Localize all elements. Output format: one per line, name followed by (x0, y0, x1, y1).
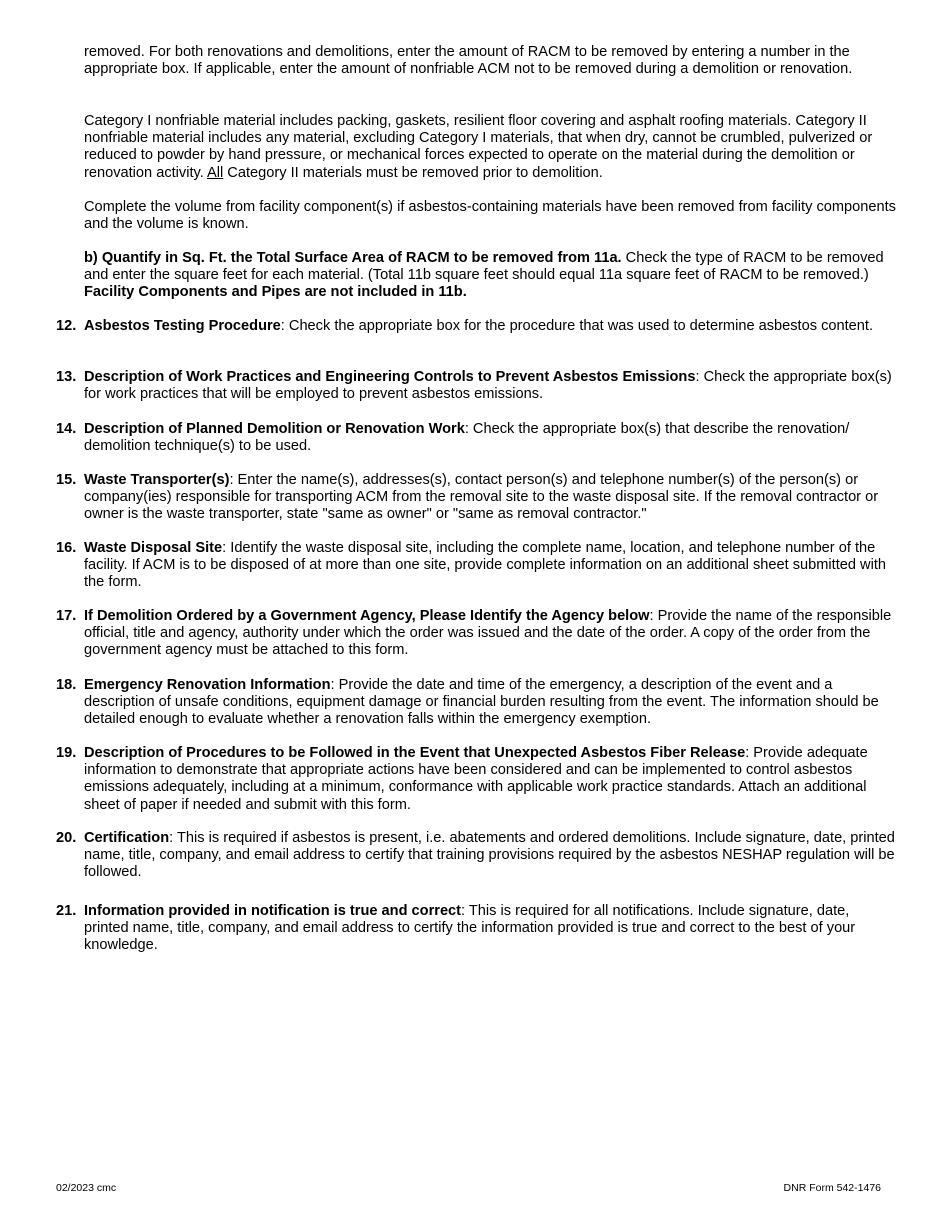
instruction-item-18 (56, 677, 896, 729)
item-number: 12. (56, 318, 77, 334)
instruction-item-16 (56, 540, 896, 592)
item-text: : Provide adequate information to demonstrate that appropriate actions have been considered and can be implemented to control asbestos emissions adequately, including at a minimum, conformance with applicable work practice standards. Attach an additional sheet of paper if needed and submit with this form. (84, 745, 868, 813)
instruction-item-15 (56, 472, 896, 524)
item-title: Waste Disposal Site (84, 540, 223, 556)
item-text: : Check the appropriate box(s) that describe the renovation/ demolition technique(s) to be used. (84, 421, 850, 455)
intro-paragraph-4-heading: b) Quantify in Sq. Ft. the Total Surface Area of RACM to be removed from 11a. (84, 250, 622, 266)
item-number: 19. (56, 745, 77, 761)
item-number: 17. (56, 608, 77, 624)
item-text: : This is required for all notifications. Include signature, date, printed name, title, company, and email address to certify the information provided is true and correct to the best of your knowledge. (84, 903, 856, 954)
item-text: : Provide the date and time of the emergency, a description of the event and a description of unsafe conditions, equipment damage or financial burden resulting from the event. The information should be detailed enough to evaluate whether a renovation falls within the emergency exemption. (84, 677, 879, 728)
instruction-item-20 (56, 830, 896, 882)
item-text: : Provide the name of the responsible official, title and agency, authority under which the order was issued and the date of the order. A copy of the order from the government agency must be attached to this form. (84, 608, 892, 659)
item-title: Asbestos Testing Procedure (84, 318, 281, 334)
instruction-item-19 (56, 745, 896, 814)
footer-form-number: DNR Form 542-1476 (783, 1182, 881, 1194)
item-number: 13. (56, 369, 77, 385)
intro-paragraph-2-underlined: All (207, 164, 224, 181)
item-number: 18. (56, 677, 77, 693)
item-title: Information provided in notification is true and correct (84, 903, 462, 919)
intro-paragraph-2 (84, 113, 896, 182)
intro-paragraph-1-text: removed. For both renovations and demolitions, enter the amount of RACM to be removed by entering a number in the appropriate box. If applicable, enter the amount of nonfriable ACM not to be removed during a demolition or renovation. (84, 44, 853, 78)
intro-paragraph-2-text-b: Category II materials must be removed prior to demolition. (223, 164, 603, 181)
instruction-item-21 (56, 903, 896, 955)
item-number: 14. (56, 421, 77, 437)
item-title: Description of Work Practices and Engineering Controls to Prevent Asbestos Emissions (84, 369, 696, 385)
intro-paragraph-1 (84, 44, 896, 78)
item-text: : Check the appropriate box(s) for work practices that will be employed to prevent asbestos emissions. (84, 369, 892, 403)
intro-paragraph-4-text: Check the type of RACM to be removed and enter the square feet for each material. (Total 11b square feet should equal 11a square feet of RACM to be removed.) (84, 250, 884, 284)
item-text: : Check the appropriate box for the procedure that was used to determine asbestos content. (280, 318, 874, 334)
intro-paragraph-4-note: Facility Components and Pipes are not included in 11b. (84, 284, 467, 301)
instruction-item-12 (56, 318, 896, 335)
instruction-item-13 (56, 369, 896, 403)
footer-revision-date: 02/2023 cmc (56, 1182, 117, 1194)
item-title: Emergency Renovation Information (84, 677, 331, 693)
item-number: 16. (56, 540, 77, 556)
item-number: 15. (56, 472, 77, 488)
intro-paragraph-2-text-a: Category I nonfriable material includes packing, gaskets, resilient floor covering and asphalt roofing materials. Category II nonfriable material includes any material, excluding Category I materials, that when dry, cannot be crumbled, pulverized or reduced to powder by hand pressure, or mechanical forces expected to operate on the material during the demolition or renovation activity. (84, 113, 873, 181)
instruction-item-14 (56, 421, 896, 455)
item-title: Waste Transporter(s) (84, 472, 230, 488)
item-number: 21. (56, 903, 77, 919)
instruction-item-17 (56, 608, 896, 660)
item-title: Description of Procedures to be Followed in the Event that Unexpected Asbestos Fiber Release (84, 745, 746, 761)
item-text: : Identify the waste disposal site, including the complete name, location, and telephone number of the facility. If ACM is to be disposed of at more than one site, provide complete information on an additional sheet submitted with the form. (84, 540, 887, 591)
item-title: Certification (84, 830, 170, 846)
item-title: Description of Planned Demolition or Renovation Work (84, 421, 465, 437)
intro-paragraph-3-text: Complete the volume from facility component(s) if asbestos-containing materials have been removed from facility components and the volume is known. (84, 199, 896, 233)
item-text: : Enter the name(s), addresses(s), contact person(s) and telephone number(s) of the person(s) or company(ies) responsible for transporting ACM from the removal site to the waste disposal site. If the removal contractor or owner is the waste transporter, state "same as owner" or "same as removal contractor." (84, 472, 879, 523)
item-text: : This is required if asbestos is present, i.e. abatements and ordered demolitions. Include signature, date, printed name, title, company, and email address to certify that training provisions required by the asbestos NESHAP regulation will be followed. (84, 830, 895, 881)
intro-paragraph-3 (84, 199, 896, 233)
item-title: If Demolition Ordered by a Government Agency, Please Identify the Agency below (84, 608, 650, 624)
intro-paragraph-4 (84, 250, 896, 302)
item-number: 20. (56, 830, 77, 846)
